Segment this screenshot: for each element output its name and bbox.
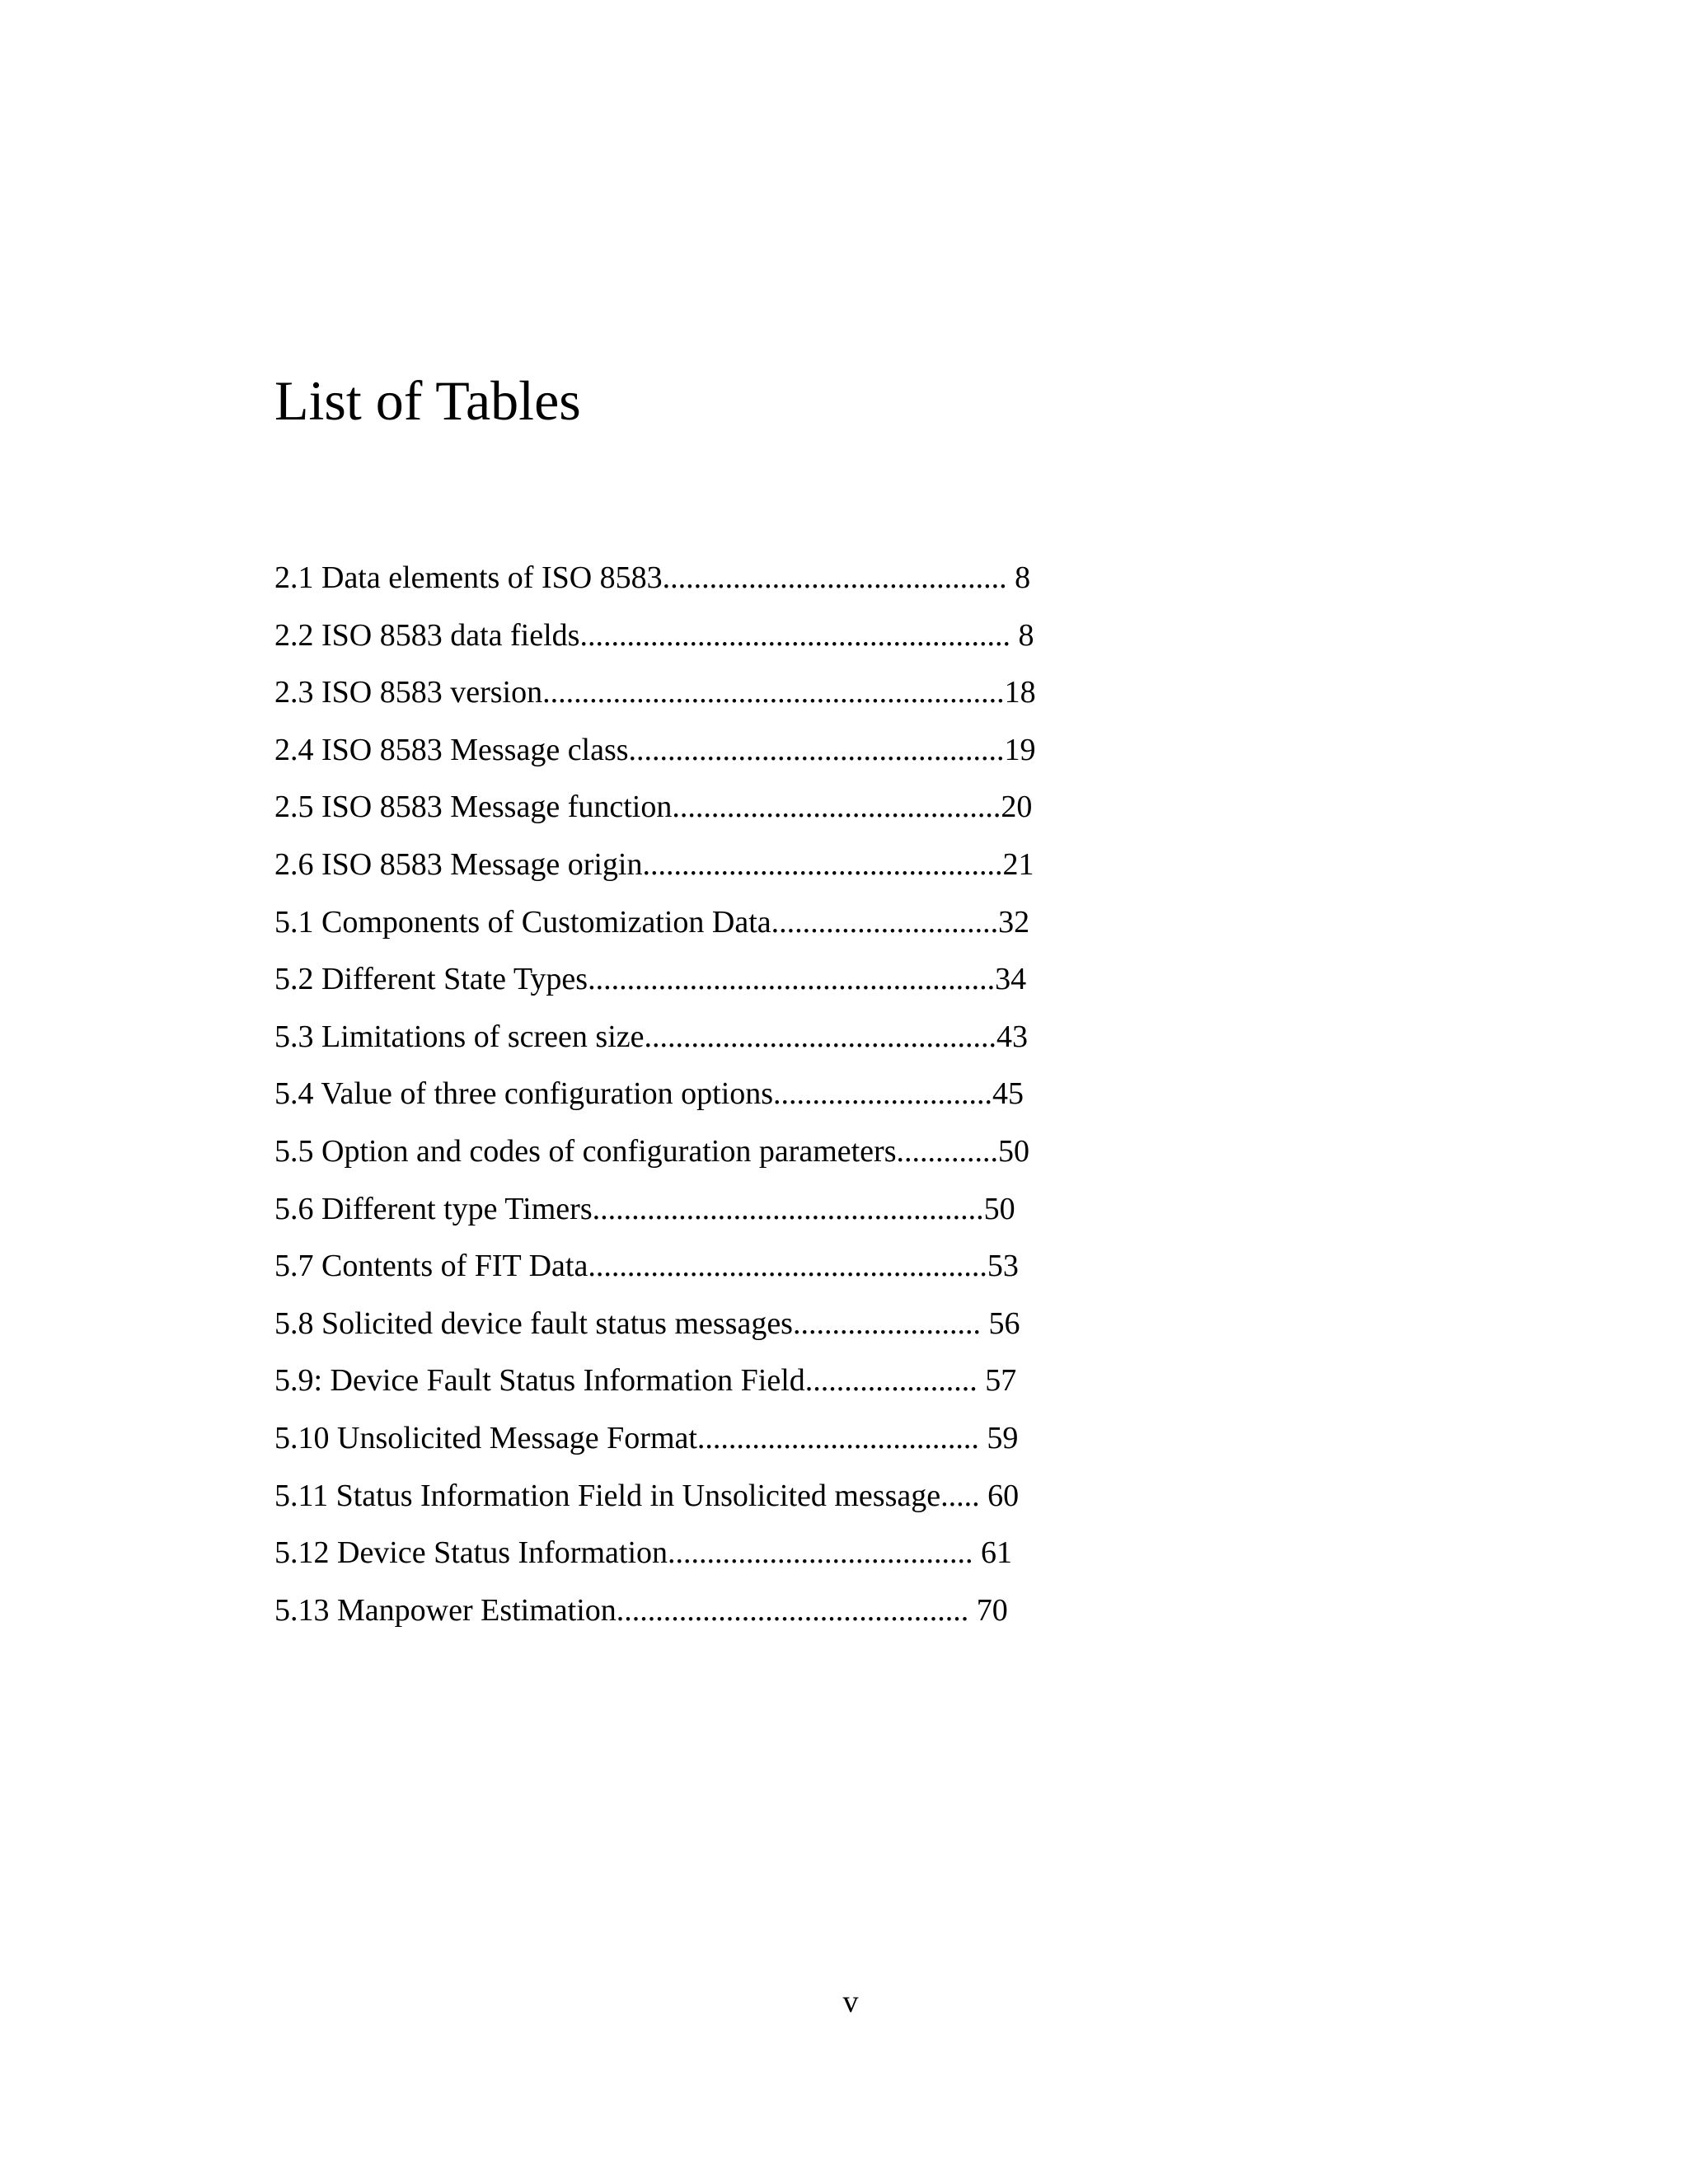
toc-entry: 5.11 Status Information Field in Unsolicited message..... 60: [274, 1478, 1020, 1513]
toc-entry: 5.3 Limitations of screen size.............................................43: [274, 1019, 1028, 1054]
toc-entry: 5.2 Different State Types....................................................34: [274, 962, 1027, 997]
toc-entry: 5.10 Unsolicited Message Format.................................... 59: [274, 1420, 1019, 1455]
toc-entry: 2.4 ISO 8583 Message class................................................19: [274, 732, 1036, 767]
toc-entry: 5.13 Manpower Estimation............................................. 70: [274, 1592, 1008, 1628]
page-title: List of Tables: [274, 369, 581, 432]
toc-entry: 5.6 Different type Timers..................................................50: [274, 1191, 1015, 1226]
toc-entry: 5.7 Contents of FIT Data...................................................53: [274, 1249, 1019, 1284]
toc-entry: 2.2 ISO 8583 data fields....................................................... 8: [274, 617, 1034, 653]
toc-entry: 5.1 Components of Customization Data.............................32: [274, 904, 1030, 940]
page-number: v: [842, 1985, 859, 2019]
toc-entry: 5.9: Device Fault Status Information Field...................... 57: [274, 1363, 1017, 1399]
toc-entry: 2.1 Data elements of ISO 8583............................................ 8: [274, 560, 1031, 595]
toc-entry: 5.4 Value of three configuration options............................45: [274, 1076, 1025, 1112]
toc-entry: 5.12 Device Status Information....................................... 61: [274, 1535, 1013, 1571]
toc-entry: 2.3 ISO 8583 version...........................................................18: [274, 675, 1036, 710]
toc-entry: 2.6 ISO 8583 Message origin..............................................21: [274, 846, 1034, 882]
toc-entry: 5.5 Option and codes of configuration parameters.............50: [274, 1133, 1029, 1169]
table-list: [274, 557, 1036, 1647]
toc-entry: 5.8 Solicited device fault status messages........................ 56: [274, 1305, 1020, 1341]
toc-entry: 2.5 ISO 8583 Message function..........................................20: [274, 790, 1033, 825]
